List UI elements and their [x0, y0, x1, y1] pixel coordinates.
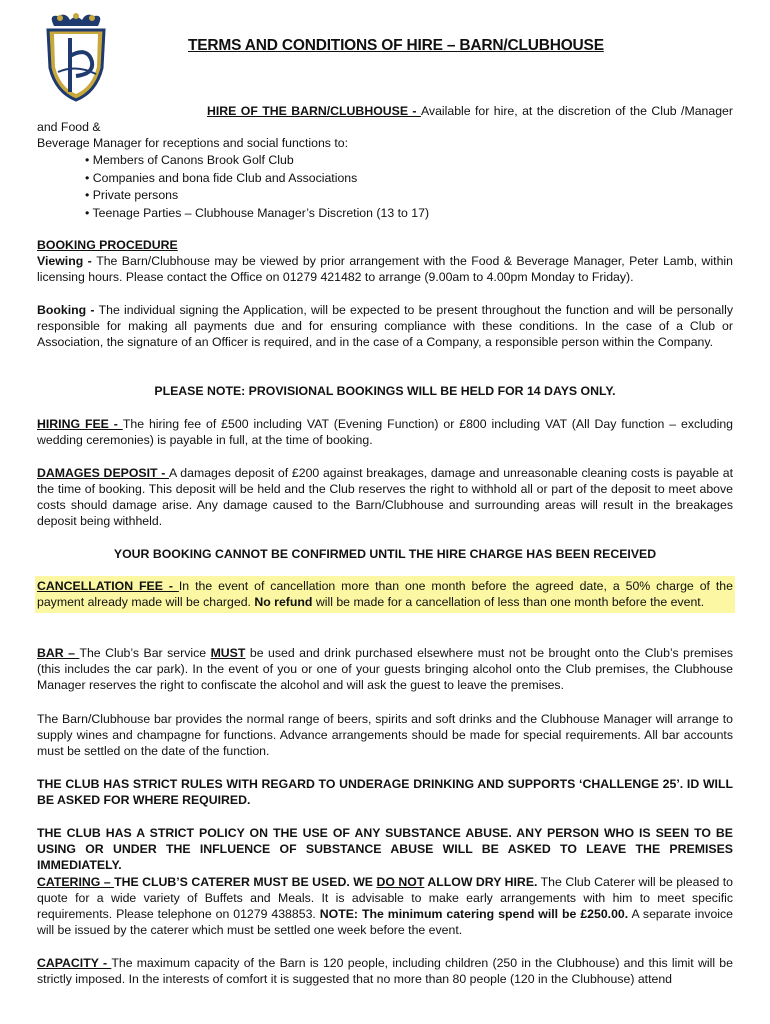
catering-heading: CATERING –: [37, 875, 115, 889]
list-item: • Companies and bona fide Club and Associations: [85, 170, 358, 185]
hiring-fee-paragraph: [37, 416, 733, 448]
hiring-fee-heading: HIRING FEE -: [37, 417, 123, 431]
hiring-fee-text: The hiring fee of £500 including VAT (Evening Function) or £800 including VAT (All Day function – excluding wedding ceremonies) is payable in full, at the time of booking.: [37, 417, 733, 447]
minimum-spend-note: NOTE: The minimum catering spend will be £250.00.: [319, 907, 629, 921]
provisional-bookings-note: PLEASE NOTE: PROVISIONAL BOOKINGS WILL BE HELD FOR 14 DAYS ONLY.: [154, 384, 616, 398]
list-item: • Teenage Parties – Clubhouse Manager’s Discretion (13 to 17): [85, 205, 430, 220]
bar-heading: BAR –: [37, 646, 80, 660]
viewing-label: Viewing -: [37, 254, 97, 268]
damages-deposit-paragraph: [37, 465, 733, 529]
no-refund-text: No refund: [254, 595, 313, 609]
bar-text-end: be used and drink purchased elsewhere must not be brought onto the Club’s premises (this includes the car park). In the event of you or one of your guests bringing alcohol onto the Club premises, the Clubhouse Manager reserves the right to confiscate the alcohol and will ask the guest to leave the premises.: [37, 646, 733, 692]
document-title: TERMS AND CONDITIONS OF HIRE – BARN/CLUBHOUSE: [188, 37, 604, 54]
damages-deposit-text: A damages deposit of £200 against breakages, damage and unreasonable cleaning costs is payable at the time of booking. This deposit will be held and the Club reserves the right to withhold all or part of the deposit to meet above costs should damage arise. Any damage caused to the Barn/Clubhouse and surrounding areas will result in the breakages deposit being withheld.: [37, 466, 733, 528]
booking-label: Booking -: [37, 303, 99, 317]
substance-abuse-notice: THE CLUB HAS A STRICT POLICY ON THE USE OF ANY SUBSTANCE ABUSE. ANY PERSON WHO IS SEEN TO BE USING OR UNDER THE INFLUENCE OF SUBSTANCE ABUSE WILL BE ASKED TO LEAVE THE PREMISES IMMEDIATELY.: [37, 826, 733, 872]
booking-paragraph: [37, 302, 733, 350]
booking-confirmation-note: YOUR BOOKING CANNOT BE CONFIRMED UNTIL THE HIRE CHARGE HAS BEEN RECEIVED: [113, 547, 657, 561]
bar-details-paragraph: The Barn/Clubhouse bar provides the normal range of beers, spirits and soft drinks and the Clubhouse Manager will arrange to supply wines and champagne for functions. Advance arrangements should be made for special requirements. All bar accounts must be settled on the date of the function.: [37, 712, 733, 758]
bar-paragraph: [37, 645, 733, 693]
list-item: • Private persons: [85, 188, 179, 202]
capacity-heading: CAPACITY -: [37, 956, 112, 970]
cancellation-fee-paragraph: [35, 576, 735, 613]
cancellation-fee-text-end: will be made for a cancellation of less than one month before the event.: [312, 595, 705, 609]
capacity-paragraph: [37, 955, 733, 987]
intro-text-line2: Beverage Manager for receptions and social functions to:: [37, 136, 349, 150]
do-not-text: DO NOT: [376, 875, 425, 889]
catering-text: The Club Caterer will be pleased to quote for a wide variety of Buffets and Meals. It is advisable to make early arrangements with him to meet specific requirements. Please telephone on 01279 438853.: [37, 875, 733, 921]
viewing-paragraph: [37, 253, 733, 285]
club-crest-logo: [36, 12, 116, 104]
bar-text: The Club’s Bar service: [79, 646, 211, 660]
intro-paragraph: [37, 103, 733, 151]
hire-eligibility-list: [85, 152, 429, 222]
catering-paragraph: [37, 874, 733, 938]
booking-procedure-section: [37, 237, 733, 285]
damages-deposit-heading: DAMAGES DEPOSIT -: [37, 466, 170, 480]
viewing-text: The Barn/Clubhouse may be viewed by prior arrangement with the Food & Beverage Manager, Peter Lamb, within licensing hours. Please contact the Office on 01279 421482 to arrange (9.00am to 4.00pm Monday to Friday).: [37, 254, 733, 284]
must-text: MUST: [210, 646, 246, 660]
intro-heading: HIRE OF THE BARN/CLUBHOUSE -: [207, 104, 421, 118]
booking-text: The individual signing the Application, will be expected to be present throughout the function and will be personally responsible for making all payments due and for ensuring compliance with these conditions. In the case of a Club or Association, the signature of an Officer is required, and in the case of a Company, a responsible person within the Company.: [37, 303, 733, 349]
list-item: • Members of Canons Brook Golf Club: [85, 153, 294, 167]
cancellation-fee-heading: CANCELLATION FEE -: [37, 579, 179, 593]
catering-rule-text: THE CLUB’S CATERER MUST BE USED. WE: [114, 875, 377, 889]
underage-drinking-notice: THE CLUB HAS STRICT RULES WITH REGARD TO UNDERAGE DRINKING AND SUPPORTS ‘CHALLENGE 25’. ID WILL BE ASKED FOR WHERE REQUIRED.: [37, 777, 733, 807]
intro-text-line1: Available for hire, at the discretion of the Club /Manager and Food &: [37, 104, 733, 134]
booking-procedure-heading: BOOKING PROCEDURE: [37, 238, 178, 252]
cancellation-fee-text: In the event of cancellation more than one month before the agreed date, a 50% charge of the payment already made will be charged.: [37, 579, 733, 609]
dry-hire-text: ALLOW DRY HIRE.: [424, 875, 538, 889]
capacity-text: The maximum capacity of the Barn is 120 people, including children (250 in the Clubhouse) and this limit will be strictly imposed. In the interests of comfort it is suggested that no more than 80 people (120 in the Clubhouse) attend: [37, 956, 733, 986]
catering-text-end: A separate invoice will be issued by the caterer which must be settled one week before the event.: [37, 907, 733, 937]
